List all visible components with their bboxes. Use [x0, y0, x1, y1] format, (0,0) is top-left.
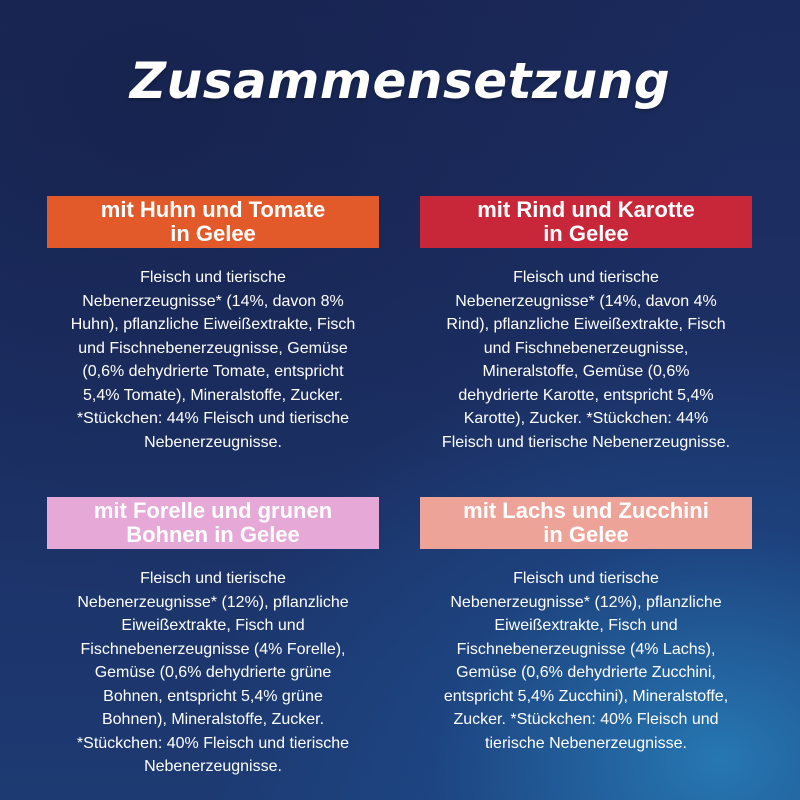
ingredient-line: Eiweißextrakte, Fisch und [121, 617, 305, 634]
ingredient-line: Karotte), Zucker. *Stückchen: 44% [463, 410, 709, 427]
product-ingredients-lachs-zucchini [420, 567, 752, 755]
ingredient-line: Fleisch und tierische Nebenerzeugnisse. [441, 433, 731, 451]
ingredient-line: Bohnen, entspricht 5,4% grüne [103, 687, 323, 705]
product-heading-huhn-tomate [47, 196, 379, 248]
ingredient-line: *Stückchen: 40% Fleisch und tierische [76, 734, 350, 752]
heading-line: Bohnen in Gelee [126, 522, 300, 547]
ingredient-line: tierische Nebenerzeugnisse. [485, 734, 687, 752]
page-title: Zusammensetzung [129, 52, 671, 110]
ingredient-line: Nebenerzeugnisse. [144, 758, 282, 775]
ingredient-line: Fleisch und tierische [140, 269, 286, 286]
heading-line: mit Forelle und grunen [93, 498, 333, 523]
product-ingredients-huhn-tomate [47, 266, 379, 454]
product-ingredients-forelle-bohnen [47, 567, 379, 779]
ingredient-line: Nebenerzeugnisse. [144, 433, 282, 451]
ingredient-line: Nebenerzeugnisse* (12%), pflanzliche [450, 593, 722, 611]
heading-line: in Gelee [543, 522, 629, 547]
ingredient-line: Fischnebenerzeugnisse (4% Forelle), [80, 640, 346, 658]
ingredient-line: Fleisch und tierische [513, 570, 659, 587]
ingredient-line: Fleisch und tierische [513, 269, 659, 286]
product-heading-lachs-zucchini [420, 497, 752, 549]
ingredient-line: entspricht 5,4% Zucchini), Mineralstoffe, [443, 687, 729, 705]
heading-line: mit Rind und Karotte [477, 197, 695, 222]
ingredient-line: (0,6% dehydrierte Tomate, entspricht [82, 363, 344, 380]
ingredient-line: und Fischnebenerzeugnisse, Gemüse [78, 339, 348, 357]
ingredient-line: Zucker. *Stückchen: 40% Fleisch und [453, 711, 719, 728]
ingredient-line: 5,4% Tomate), Mineralstoffe, Zucker. [83, 386, 343, 404]
heading-line: in Gelee [170, 221, 256, 246]
ingredient-line: Gemüse (0,6% dehydrierte grüne [94, 664, 332, 681]
ingredient-line: Rind), pflanzliche Eiweißextrakte, Fisch [446, 316, 726, 333]
heading-line: in Gelee [543, 221, 629, 246]
ingredient-line: Fischnebenerzeugnisse (4% Lachs), [456, 640, 716, 658]
ingredient-line: Eiweißextrakte, Fisch und [494, 617, 678, 634]
product-heading-rind-karotte [420, 196, 752, 248]
product-ingredients-rind-karotte [420, 266, 752, 454]
ingredient-line: Bohnen), Mineralstoffe, Zucker. [101, 711, 325, 728]
ingredient-line: *Stückchen: 44% Fleisch und tierische [76, 410, 350, 427]
product-heading-forelle-bohnen [47, 497, 379, 549]
ingredient-line: Fleisch und tierische [140, 570, 286, 587]
ingredient-line: Mineralstoffe, Gemüse (0,6% [482, 363, 690, 380]
heading-line: mit Lachs und Zucchini [463, 498, 709, 523]
ingredient-line: Gemüse (0,6% dehydrierte Zucchini, [456, 664, 716, 681]
ingredient-line: und Fischnebenerzeugnisse, [483, 339, 689, 357]
ingredient-line: dehydrierte Karotte, entspricht 5,4% [458, 386, 714, 404]
ingredient-line: Nebenerzeugnisse* (14%, davon 8% [82, 292, 344, 310]
heading-line: mit Huhn und Tomate [100, 197, 326, 222]
ingredient-line: Huhn), pflanzliche Eiweißextrakte, Fisch [70, 316, 356, 333]
ingredient-line: Nebenerzeugnisse* (14%, davon 4% [455, 292, 717, 310]
ingredient-line: Nebenerzeugnisse* (12%), pflanzliche [77, 593, 349, 611]
